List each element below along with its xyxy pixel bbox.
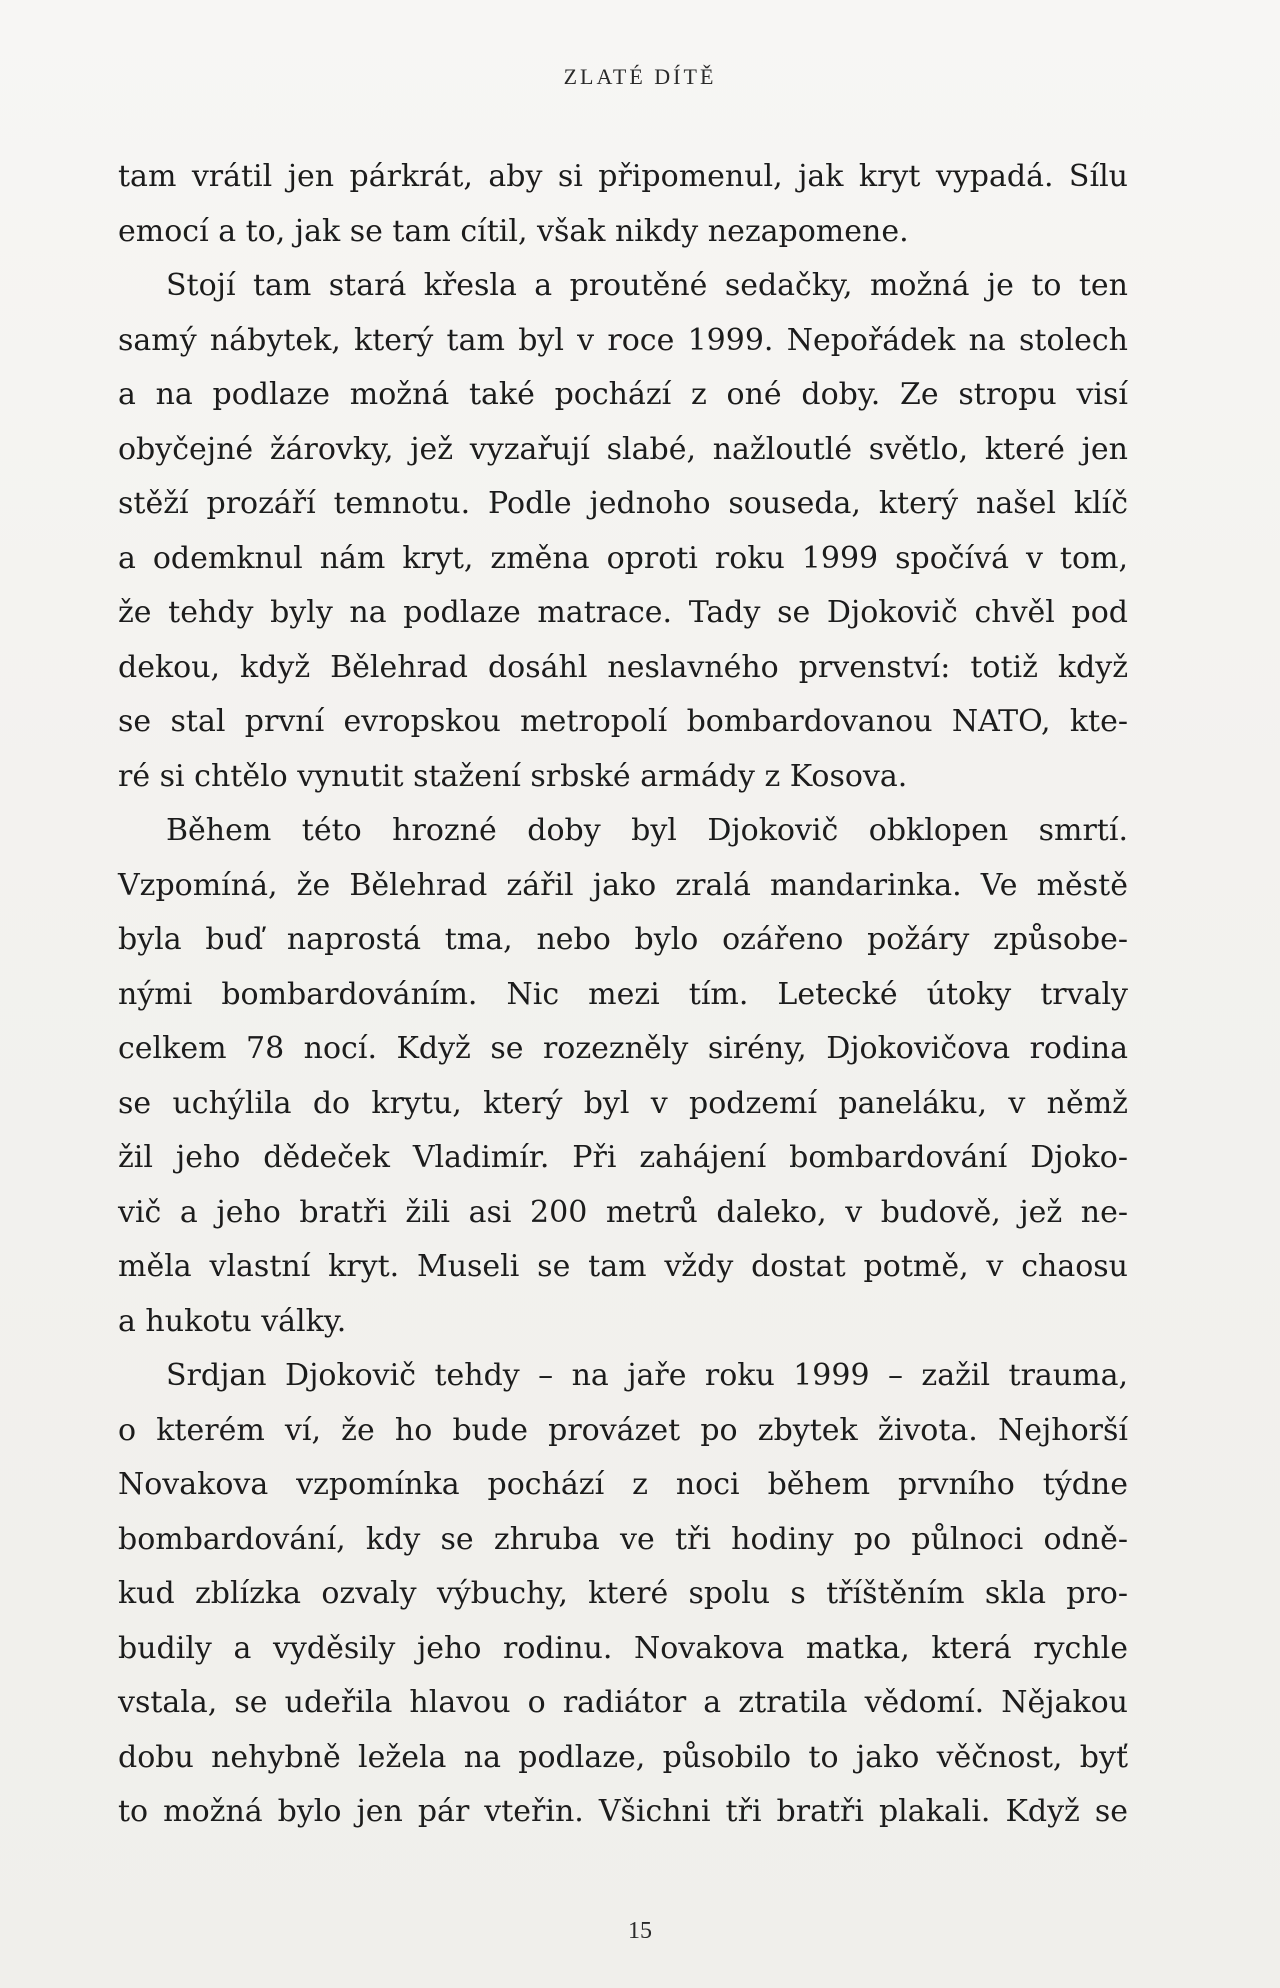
text-line: se stal první evropskou metropolí bombardovanou NATO, kte-: [118, 704, 1128, 739]
page-number: 15: [628, 1918, 652, 1944]
text-line: měla vlastní kryt. Museli se tam vždy dostat potmě, v chaosu: [118, 1249, 1128, 1284]
text-line: kud zblízka ozvaly výbuchy, které spolu s tříštěním skla pro-: [118, 1576, 1128, 1611]
text-line: byla buď naprostá tma, nebo bylo ozářeno požáry způsobe-: [118, 922, 1128, 957]
paragraph-2: [118, 259, 1128, 804]
text-line: vič a jeho bratři žili asi 200 metrů daleko, v budově, jež ne-: [118, 1194, 1128, 1230]
text-line: obyčejné žárovky, jež vyzařují slabé, nažloutlé světlo, které jen: [118, 431, 1128, 467]
text-line: dobu nehybně ležela na podlaze, působilo to jako věčnost, byť: [118, 1739, 1128, 1775]
running-title: ZLATÉ DÍTĚ: [563, 64, 717, 89]
text-line: celkem 78 nocí. Když se rozezněly sirény, Djokovičova rodina: [118, 1031, 1128, 1066]
text-line: Novakova vzpomínka pochází z noci během prvního týdne: [118, 1467, 1128, 1502]
text-line: Stojí tam stará křesla a proutěné sedačky, možná je to ten: [166, 268, 1128, 303]
paragraph-3: [118, 804, 1128, 1349]
text-line: a na podlaze možná také pochází z oné doby. Ze stropu visí: [118, 377, 1128, 412]
text-line: tam vrátil jen párkrát, aby si připomenul, jak kryt vypadá. Sílu: [118, 159, 1128, 194]
text-line: Během této hrozné doby byl Djokovič obklopen smrtí.: [166, 813, 1128, 848]
text-line: a hukotu války.: [118, 1303, 347, 1339]
text-line: o kterém ví, že ho bude provázet po zbytek života. Nejhorší: [118, 1412, 1128, 1448]
text-line: Vzpomíná, že Bělehrad zářil jako zralá mandarinka. Ve městě: [118, 867, 1128, 903]
text-line: samý nábytek, který tam byl v roce 1999. Nepořádek na stolech: [118, 322, 1128, 358]
text-line: bombardování, kdy se zhruba ve tři hodiny po půlnoci odně-: [118, 1521, 1128, 1557]
paragraph-4: [118, 1349, 1128, 1840]
text-line: nými bombardováním. Nic mezi tím. Letecké útoky trvaly: [118, 976, 1128, 1012]
text-line: stěží prozáří temnotu. Podle jednoho souseda, který našel klíč: [118, 486, 1128, 521]
text-line: a odemknul nám kryt, změna oproti roku 1999 spočívá v tom,: [118, 540, 1128, 576]
text-body: [118, 150, 1128, 1840]
text-line: žil jeho dědeček Vladimír. Při zahájení bombardování Djoko-: [118, 1140, 1128, 1175]
text-line: že tehdy byly na podlaze matrace. Tady se Djokovič chvěl pod: [118, 595, 1128, 630]
text-line: ré si chtělo vynutit stažení srbské armády z Kosova.: [118, 758, 908, 794]
text-line: emocí a to, jak se tam cítil, však nikdy nezapomene.: [118, 213, 909, 249]
paragraph-1: [118, 150, 1128, 259]
text-line: se uchýlila do krytu, který byl v podzemí paneláku, v němž: [118, 1085, 1128, 1121]
text-line: vstala, se udeřila hlavou o radiátor a ztratila vědomí. Nějakou: [118, 1685, 1128, 1720]
text-line: to možná bylo jen pár vteřin. Všichni tři bratři plakali. Když se: [118, 1794, 1128, 1829]
text-line: dekou, když Bělehrad dosáhl neslavného prvenství: totiž když: [118, 649, 1128, 685]
text-line: Srdjan Djokovič tehdy – na jaře roku 1999 – zažil trauma,: [166, 1358, 1128, 1393]
text-line: budily a vyděsily jeho rodinu. Novakova matka, která rychle: [118, 1630, 1128, 1666]
